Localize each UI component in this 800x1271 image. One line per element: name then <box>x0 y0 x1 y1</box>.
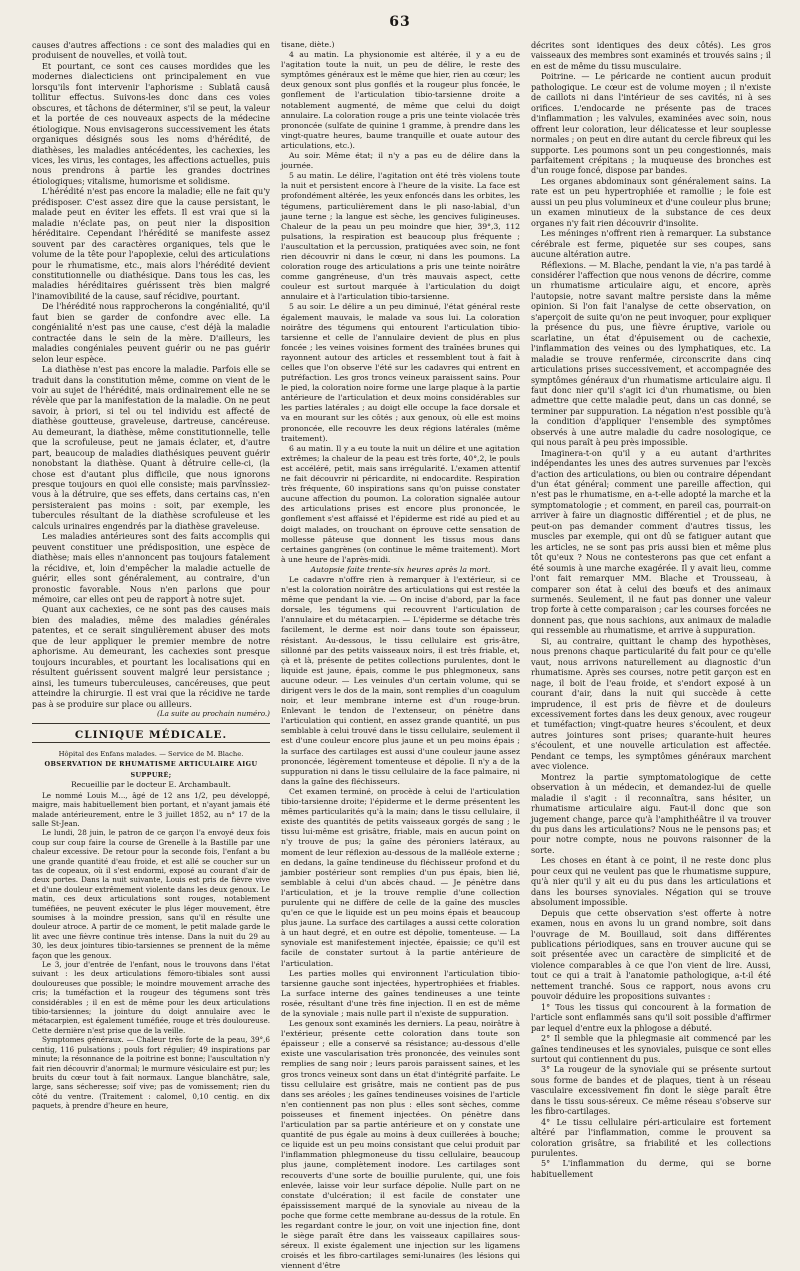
paragraph: Montrez la partie symptomatologique de cette observation à un médecin, et demandez-lui de quelle maladie il s'agit : il reconnaîtra, sans hésiter, un rhumatisme articulaire aigu. Faut-il donc que son jugement change, parce qu'à l'amphithéâtre il va trouver du pus dans les articulations? Nous ne le pensons pas; et pour notre compte, nous ne pouvons raisonner de la sorte. <box>531 771 771 855</box>
divider <box>32 723 270 724</box>
paragraph: 5 au matin. Le délire, l'agitation ont été très violens toute la nuit et persistent encore à l'heure de la visite. La face est profondément altérée, les yeux enfoncés dans les orbites, les tégumens, particulièrement dans le pli naso-labial, d'un jaune terne ; la langue est sèche, les gencives fuligineuses. Chaleur de la peau un peu moindre que hier, 39°,3, 112 pulsations, la respiration est beaucoup plus fréquente ; l'auscultation et la percussion, pratiquées avec soin, ne font rien découvrir ni dans le cœur, ni dans les poumons. La coloration rouge des articulations a pris une teinte noirâtre comme gangréneuse, d'un très mauvais aspect, cette couleur est surtout marquée à l'articulation du doigt annulaire et à l'articulation tibio-tarsienne. <box>281 171 520 302</box>
list-item: 2° Il semble que la phlegmasie ait commencé par les gaînes tendineuses et les synoviales, puisque ce sont elles surtout qui contiennent du pus. <box>531 1033 771 1064</box>
hospital-service: Hôpital des Enfans malades. — Service de M. Blache. <box>58 749 244 758</box>
paragraph: causes d'autres affections : ce sont des maladies qui en produisent de nouvelles, et voilà tout. <box>32 40 270 61</box>
paragraph: 6 au matin. Il y a eu toute la nuit un délire et une agitation extrêmes; la chaleur de la peau est très forte, 40°,2, le pouls est accéléré, petit, mais sans irrégularité. L'examen attentif ne fait découvrir ni péricardite, ni endocardite. Respiration très fréquente, 60 inspirations sans qu'on puisse constater aucune affection du poumon. La coloration signalée autour des articulations prises est encore plus prononcée, le gonflement s'est affaissé et l'épiderme est ridé au pied et au doigt malades, on trouchant on éprouve cette sensation de mollesse pâteuse que donnent les tissus mous dans certaines gangrènes (on continue le même traitement). Mort à une heure de l'après-midi. <box>281 443 520 564</box>
paragraph: Le nommé Louis M..., âgé de 12 ans 1/2, peu développé, maigre, mais habituellement bien portant, et n'ayant jamais été malade antérieurement, entre le 3 juillet 1852, au n° 17 de la salle St-Jean. <box>32 790 270 828</box>
paragraph: De l'hérédité nous rapprocherons la congénialité, qu'il faut bien se garder de confondre avec elle. La congénialité n'est pas une cause, c'est déjà la maladie contractée dans le sein de la mère. D'ailleurs, les maladies congéniales peuvent guérir ou ne pas guérir selon leur espèce. <box>32 301 270 364</box>
continued-note: (La suite au prochain numéro.) <box>157 709 270 718</box>
paragraph: 4 au matin. La physionomie est altérée, il y a eu de l'agitation toute la nuit, un peu de délire, le reste des symptômes généraux est le même que hier, rien au cœur; les deux genoux sont plus gonflés et la rougeur plus foncée, le gonflement de l'articulation tibio-tarsienne droite a notablement augmenté, de même que celui du doigt annulaire. La coloration rouge a pris une teinte violacée très prononcée (sulfate de quinine 1 gramme, à prendre dans les vingt-quatre heures, baume tranquille et ouate autour des articulations, etc.). <box>281 50 520 150</box>
paragraph: Les choses en étant à ce point, il ne reste donc plus pour ceux qui ne veulent pas que le rhumatisme suppure, qu'à nier qu'il y ait eu du pus dans les articulations et dans les bourses synoviales. Négation qui se trouve absolument impossible. <box>531 855 771 908</box>
paragraph: Cet examen terminé, on procède à celui de l'articulation tibio-tarsienne droite; l'épiderme et le derme présentent les mêmes particularités qu'à la main; dans le tissu cellulaire, il existe des quantités de petits vaisseaux gorgés de sang ; le tissu lui-même est grisâtre, friable, mais en aucun point on n'y trouve de pus; la gaîne des péroniers latéraux, au moment de leur réflexion au-dessous de la malléole externe ; en dedans, la gaîne tendineuse du fléchisseur profond et du jambier postérieur sont remplies d'un pus épais, bien lié, semblable à celui d'un abcès chaud. — Je pénètre dans l'articulation, et je la trouve remplie d'une collection purulente qui ne diffère de celle de la gaîne des muscles qu'en ce que le liquide est un peu moins épais et beaucoup plus jaune. La surface des cartilages a aussi cette coloration à un haut degré, et en outre est dépolie, tomenteuse. — La synoviale est manifestement injectée, épaissie; ce qu'il est facile de constater surtout à la partie antérieure de l'articulation. <box>281 786 520 968</box>
paragraph: Quant aux cachexies, ce ne sont pas des causes mais bien des maladies, même des maladies générales patentes, et ce serait singulièrement abuser des mots que de leur appliquer le premier membre de notre aphorisme. Au demeurant, les cachexies sont presque toujours incurables, et pourtant les localisations qui en résultent guérissent souvent malgré leur persistance ; ainsi, les tumeurs tuberculeuses, cancéreuses, que peut atteindre la chirurgie. Il est vrai que la récidive ne tarde pas à se produire sur place ou ailleurs. <box>32 604 270 709</box>
paragraph: Les genoux sont examinés les derniers. La peau, noirâtre à l'extérieur, présente cette coloration dans toute son épaisseur ; elle a conservé sa résistance; au-dessous d'elle existe une vascularisation très prononcée, des veinules sont remplies de sang noir ; leurs parois paraissent saines, et les gros troncs veineux sont dans un état d'intégrité parfaite. Le tissu cellulaire est grisâtre, mais ne contient pas de pus dans ses aréoles ; les gaînes tendineuses voisines de l'article n'en contiennent pas non plus : elles sont sèches, comme poisseuses et finement injectées. On pénètre dans l'articulation par sa partie antérieure et on y constate une quantité de pus égale au moins à deux cuillerées à bouche; ce liquide est un peu moins consistant que celui produit par l'inflammation phlegmoneuse du tissu cellulaire, beaucoup plus jaune, complètement inodore. Les cartilages sont recouverts d'une sorte de bouillie purulente, qui, une fois enlevée, laisse voir leur surface dépolie. Nulle part on ne constate d'ulcération; il est facile de constater une épaississement marqué de la synoviale au niveau de la poche que forme cette membrane au-dessus de la rotule. En les regardant contre le jour, on voit une injection fine, dont le siège paraît être dans les vaisseaux capillaires sous-séreux. Il existe également une injection sur les ligamens croisés et les fibro-cartilages semi-lunaires (les lésions qui viennent d'être <box>281 1019 520 1271</box>
list-item: 5° L'inflammation du derme, qui se borne habituellement <box>531 1158 771 1179</box>
paragraph: Le cadavre n'offre rien à remarquer à l'extérieur, si ce n'est la coloration noirâtre des articulations qui est restée la même que pendant la vie. — On incise d'abord, par la face dorsale, les tégumens qui recouvrent l'articulation de l'annulaire et du métacarpien. — L'épiderme se détache très facilement, le derme est noir dans toute son épaisseur, résistant. Au-dessous, le tissu cellulaire est gris-âtre, sillonné par des petits vaisseaux noirs, il est très friable, et, çà et là, présente de petites collections purulentes, dont le liquide est jaune, épais, comme le pus phlegmoneux, sans aucune odeur. — Les veinules d'un certain volume, qui se dirigent vers le dos de la main, sont remplies d'un coagulum noir, et leur membrane interne est d'un rouge-brun. Enlevant le tendon de l'extenseur, on pénètre dans l'articulation qui contient, en assez grande quantité, un pus semblable à celui trouvé dans le tissu cellulaire, seulement il est d'une couleur encore plus jaune et un peu moins épais ; la surface des cartilages est aussi d'une couleur jaune assez prononcée, légèrement tomenteuse et dépolie. Il n'y a de la suppuration ni dans le tissu cellulaire de la face palmaire, ni dans la gaîne des fléchisseurs. <box>281 574 520 786</box>
paragraph: Et pourtant, ce sont ces causes mordides que les modernes dialecticiens ont principalement en vue lorsqu'ils font intervenir l'aphorisme : Sublatâ causâ tollitur effectus. Suivons-les donc dans ces voies obscures, et tâchons de déterminer, s'il se peut, la valeur et la portée de ces nouveaux aspects de la médecine étiologique. Nous envisagerons successivement les états organiques désignés sous les noms d'hérédité, de diathèses, les maladies antécédentes, les cachexies, les vices, les virus, les contages, les affections actuelles, puis nous prendrons à partie les grandes doctrines étiologiques; vitalisme, humorisme et solidisme. <box>32 60 270 186</box>
paragraph: Symptomes généraux. — Chaleur très forte de la peau, 39°,6 centig, 116 pulsations ; pouls fort régulier; 49 inspirations par minute; la résonnance de la poitrine est bonne; l'auscultation n'y fait rien découvrir d'anormal; le murmure vésiculaire est pur; les bruits du cœur tout à fait normaux. Langue blanchâtre, sale, large, sans sécheresse; soif vive; pas de vomissement; rien du côté du ventre. (Traitement : calomel, 0,10 centig. en dix paquets, à prendre d'heure en heure, <box>32 1035 270 1111</box>
observation-title: OBSERVATION DE RHUMATISME ARTICULAIRE AIGU SUPPURÉ; <box>44 760 258 779</box>
paragraph: L'hérédité n'est pas encore la maladie; elle ne fait qu'y prédisposer. C'est assez dire que la cause persistant, le malade peut en éviter les effets. Il est vrai que si la maladie n'éclate pas, on peut nier la disposition héréditaire. Cependant l'hérédité se manifeste assez souvent par des caractères organiques, tels que le volume de la tête pour l'apoplexie, celui des articulations pour le rhumatisme, etc., mais alors l'hérédité devient constitutionnelle ou diathésique. Dans tous les cas, les maladies héréditaires guérissent très bien malgré l'inamovibilité de la cause, sauf récidive, pourtant. <box>32 186 270 301</box>
collector-line: Recueillie par le docteur E. Archambault. <box>71 780 231 790</box>
paragraph: Les méninges n'offrent rien à remarquer. La substance cérébrale est ferme, piquetée sur ses coupes, sans aucune altération autre. <box>531 228 771 260</box>
section-title: CLINIQUE MÉDICALE. <box>74 729 228 742</box>
paragraph: 5 au soir. Le délire a un peu diminué, l'état général reste également mauvais, le malade va sous lui. La coloration noirâtre des tégumens qui entourent l'articulation tibio-tarsienne et celle de l'annulaire devient de plus en plus foncée ; les veines voisines forment des traînées brunes qui rayonnent autour des articles et ressemblent tout à fait à celles que l'on observe l'été sur les cadavres qui entrent en putréfaction. Les gros troncs veineux paraissent sains. Pour le pied, la coloration noire forme une large plaque à la partie antérieure de l'articulation et deux moins considérables sur les parties latérales ; au doigt elle occupe la face dorsale et va en mourant sur les côtés ; aux genoux, où elle est moins prononcée, elle recouvre les deux régions latérales (même traitement). <box>281 302 520 443</box>
column-middle <box>281 40 520 1271</box>
paragraph: tisane, diète.) <box>281 40 335 49</box>
paragraph: Les organes abdominaux sont généralement sains. La rate est un peu hypertrophiée et ramollie ; le foie est aussi un peu plus volumineux et d'une couleur plus brune; un examen minutieux de la substance de ces deux organes n'y fait rien découvrir d'insolite. <box>531 175 771 228</box>
column-right <box>531 40 771 1179</box>
paragraph: Le 3, jour d'entrée de l'enfant, nous le trouvons dans l'état suivant : les deux articulations fémoro-tibiales sont aussi douloureuses que possible; le moindre mouvement arrache des cris; la tuméfaction et la rougeur des tégumens sont très considérables ; il en est de même pour les deux articulations tibio-tarsiennes; la jointure du doigt annulaire avec le métacarpien, est également tuméfiée, rouge et très douloureuse. Cette dernière n'est prise que de la veille. <box>32 960 270 1035</box>
paragraph: La diathèse n'est pas encore la maladie. Parfois elle se traduit dans la constitution même, comme on vient de le voir au sujet de l'hérédité, mais ordinairement elle ne se révèle que par la manifestation de la maladie. On ne peut savoir, à priori, si tel ou tel individu est affecté de diathèse goutteuse, graveleuse, dartreuse, cancéreuse. Au demeurant, la diathèse, même constitutionnelle, telle que la scrofuleuse, peut ne jamais éclater, et, d'autre part, beaucoup de maladies diathésiques peuvent guérir nonobstant la diathèse. Quant à détruire celle-ci, (la chose est d'autant plus difficile, que nous ignorons presque toujours en quoi elle consiste; mais parvînssiez-vous à la détruire, que ses effets, dans certains cas, n'en persisteraient pas moins : soit, par exemple, les tubercules résultant de la diathèse scrofuleuse et les calculs urinaires engendrés par la diathèse graveleuse. <box>32 364 270 531</box>
paragraph: décrites sont identiques des deux côtés). Les gros vaisseaux des membres sont examinés et trouvés sains ; il en est de même du tissu musculaire. <box>531 40 771 71</box>
paragraph: Le lundi, 28 juin, le patron de ce garçon l'a envoyé deux fois coup sur coup faire la course de Grenelle à la Bastille par une chaleur excessive. De retour pour la seconde fois, l'enfant a bu une grande quantité d'eau froide, et est allé se coucher sur un tas de copeaux, où il s'est endormi, exposé au courant d'air de deux portes. Dans la nuit suivante, Louis est pris de fièvre vive et d'une douleur extrêmement violente dans les deux genoux. Le matin, ces deux articulations sont rouges, notablement tuméfiées, ne peuvent exécuter le plus léger mouvement, être soumises à la moindre pression, sans qu'il en résulte une douleur atroce. A partir de ce moment, le petit malade garde le lit avec une fièvre continue très intense. Dans la nuit du 29 au 30, les deux jointures tibio-tarsiennes se prennent de la même façon que les genoux. <box>32 828 270 960</box>
autopsy-heading: Autopsie faite trente-six heures après la mort. <box>310 564 491 574</box>
list-item: 1° Tous les tissus qui concourent à la formation de l'article sont enflammés sans qu'il soit possible d'affirmer par lequel d'entre eux la phlogose a débuté. <box>531 1001 771 1033</box>
paragraph: Les maladies antérieures sont des faits accomplis qui peuvent constituer une prédisposition, une espèce de diathèse; mais elles n'annoncent pas toujours fatalement la récidive, et, loin d'empêcher la maladie actuelle de guérir, elles sont généralement, au contraire, d'un pronostic favorable. Nous n'en parlons que pour mémoire, car elles ont peu de rapport à notre sujet. <box>32 531 270 605</box>
page-number: 63 <box>389 14 411 30</box>
list-item: 3° La rougeur de la synoviale qui se présente surtout sous forme de bandes et de plaques, tient à un réseau vasculaire excessivement fin dont le siège paraît être dans le tissu sous-séreux. Ce même réseau s'observe sur les fibro-cartilages. <box>531 1064 771 1117</box>
paragraph: Imaginera-t-on qu'il y a eu autant d'arthrites indépendantes les unes des autres survenues par l'excès d'action des articulations, ou bien ou contraire dépendant d'un état général; comment une pareille affection, qui n'est pas le rhumatisme, en a-t-elle adopté la marche et la symptomatologie ; et comment, en pareil cas, pourrait-on arriver à faire un diagnostic différentiel ; et de plus, ne peut-on pas demander comment d'autres tissus, les muscles par exemple, qui ont dû se fatiguer autant que les articles, ne se sont pas pris aussi bien et même plus tôt qu'eux ? Nous ne contesterons pas que cet enfant a été soumis à une marche exagérée. Il y avait lieu, comme l'ont fait remarquer MM. Blache et Trousseau, à comparer son état à celui des bœufs et des animaux surmenés. Seulement, il ne faut pas donner une valeur trop forte à cette comparaison ; car les courses forcées ne donnent pas, que nous sachions, aux animaux de maladie qui ressemble au rhumatisme, et arrive à suppuration. <box>531 447 771 636</box>
column-left <box>32 40 270 1114</box>
list-item: 4° Le tissu cellulaire péri-articulaire est fortement altéré par l'inflammation, comme le prouvent sa coloration grisâtre, sa friabilité et les collections purulentes. <box>531 1116 771 1159</box>
divider <box>32 742 270 743</box>
paragraph: Au soir. Même état; il n'y a pas eu de délire dans la journée. <box>281 151 520 171</box>
paragraph: Si, au contraire, quittant le champ des hypothèses, nous prenons chaque particularité du fait pour ce qu'elle vaut, nous arrivons naturellement au diagnostic d'un rhumatisme. Après ses courses, notre petit garçon est en nage, il boit de l'eau froide, et s'endort exposé à un courant d'air, dans la nuit qui succède à cette imprudence, il est pris de fièvre et de douleurs excessivement fortes dans les deux genoux, avec rougeur et tuméfaction; vingt-quatre heures s'écoulent, et deux autres jointures sont prises; quarante-huit heures s'écoulent, et une nouvelle articulation est affectée. Pendant ce temps, les symptômes généraux marchent avec violence. <box>531 635 771 772</box>
paragraph: Depuis que cette observation s'est offerte à notre examen, nous en avons lu un grand nombre, soit dans l'ouvrage de M. Bouillaud, soit dans différentes publications périodiques, sans en trouver aucune qui se soit présentée avec un caractère de simplicité et de violence comparables à ce que l'on vient de lire. Aussi, tout ce qui a trait à l'anatomie pathologique, a-t-il été nettement tranché. Sous ce rapport, nous avons cru pouvoir déduire les propositions suivantes : <box>531 907 771 1002</box>
paragraph: Poitrine. — Le péricarde ne contient aucun produit pathologique. Le cœur est de volume moyen ; il n'existe de caillots ni dans l'intérieur de ses cavités, ni à ses orifices. L'endocarde ne présente pas de traces d'inflammation ; les valvules, examinées avec soin, nous offrent leur coloration, leur délicatesse et leur souplesse normales ; on peut en dire autant du cercle fibreux qui les supporte. Les poumons sont un peu congestionnés, mais parfaitement crépitans ; la muqueuse des bronches est d'un rouge foncé, dispose par bandes. <box>531 71 771 176</box>
paragraph: Les parties molles qui environnent l'articulation tibio-tarsienne gauche sont injectées, hypertrophiées et friables. La surface interne des gaînes tendineuses a une teinte rosée, résultant d'une très fine injection. Il en est de même de la synoviale ; mais nulle part il n'existe de suppuration. <box>281 968 520 1018</box>
paragraph: Réflexions. — M. Blache, pendant la vie, n'a pas tardé à considérer l'affection que nous venons de décrire, comme un rhumatisme articulaire aigu, et encore, après l'autopsie, notre savant maître persiste dans la même opinion. Si l'on fait l'analyse de cette observation, on s'aperçoit de suite qu'on ne peut invoquer, pour expliquer la présence du pus, une fièvre éruptive, variole ou scarlatine, un état d'épuisement ou de cachexie, l'inflammation des veines ou des lymphatiques, etc. La maladie se trouve renfermée, circonscrite dans cinq articulations prises successivement, et accompagnée des symptômes généraux d'un rhumatisme articulaire aigu. Il faut donc nier qu'il s'agit ici d'un rhumatisme, ou bien admettre que cette maladie peut, dans un cas donné, se terminer par suppuration. La négation n'est possible qu'à la condition d'appliquer l'ensemble des symptômes observés à une autre maladie du cadre nosologique, ce qui nous paraît à peu près impossible. <box>531 259 771 448</box>
